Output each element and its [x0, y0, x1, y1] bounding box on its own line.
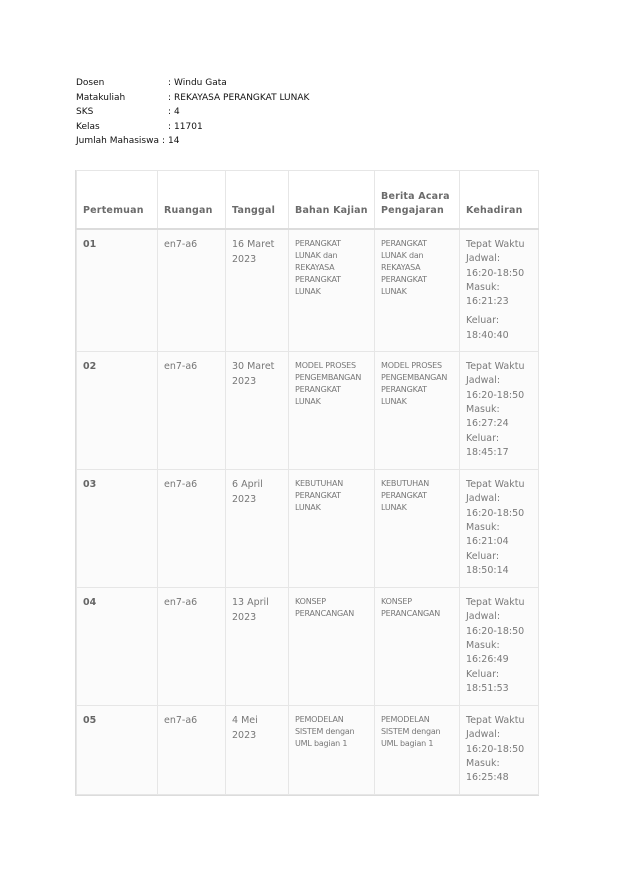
header-berita-acara: Berita Acara Pengajaran [375, 171, 460, 230]
info-value: 11701 [174, 121, 203, 132]
info-label: Matakuliah [76, 92, 126, 103]
header-ruangan: Ruangan [158, 171, 226, 230]
table-row [77, 229, 539, 352]
cell-ruangan: en7-a6 [158, 706, 226, 794]
cell-tanggal: 6 April 2023 [226, 470, 289, 588]
attendance-masuk: Masuk: 16:26:49 [466, 639, 509, 666]
attendance-masuk: Masuk: 16:25:48 [466, 757, 509, 784]
attendance-masuk: Masuk: 16:27:24 [466, 403, 509, 430]
cell-berita-acara: KONSEP PERANCANGAN [375, 588, 460, 706]
cell-ruangan: en7-a6 [158, 588, 226, 706]
cell-ruangan: en7-a6 [158, 229, 226, 352]
cell-pertemuan: 05 [77, 706, 158, 794]
info-separator: : [168, 107, 172, 117]
attendance-masuk: Masuk: 16:21:04 [466, 521, 509, 548]
info-value: REKAYASA PERANGKAT LUNAK [174, 92, 310, 103]
course-info [76, 76, 309, 149]
info-separator: : [161, 136, 166, 146]
cell-berita-acara: KEBUTUHAN PERANGKAT LUNAK [375, 470, 460, 588]
cell-pertemuan: 04 [77, 588, 158, 706]
attendance-status: Tepat Waktu [466, 597, 525, 609]
attendance-keluar: Keluar: 18:50:14 [466, 550, 509, 576]
info-value: 14 [168, 136, 180, 146]
attendance-status: Tepat Waktu [466, 479, 525, 491]
info-label: Jumlah Mahasiswa [76, 136, 159, 146]
info-row-dosen [76, 76, 309, 91]
attendance-jadwal: Jadwal: 16:20-18:50 [466, 611, 525, 637]
cell-kehadiran [460, 588, 539, 706]
cell-berita-acara: PERANGKAT LUNAK dan REKAYASA PERANGKAT LUNAK [375, 229, 460, 352]
cell-pertemuan: 01 [77, 229, 158, 352]
table-row [77, 470, 539, 588]
cell-bahan-kajian: PERANGKAT LUNAK dan REKAYASA PERANGKAT LUNAK [289, 229, 375, 352]
attendance-keluar: Keluar: 18:40:40 [466, 315, 509, 341]
cell-bahan-kajian: KEBUTUHAN PERANGKAT LUNAK [289, 470, 375, 588]
cell-pertemuan: 02 [77, 352, 158, 470]
attendance-status: Tepat Waktu [466, 239, 525, 250]
attendance-masuk: Masuk: 16:21:23 [466, 281, 509, 308]
cell-bahan-kajian: MODEL PROSES PENGEMBANGAN PERANGKAT LUNAK [289, 352, 375, 470]
header-tanggal: Tanggal [226, 171, 289, 230]
table-row [77, 588, 539, 706]
attendance-jadwal: Jadwal: 16:20-18:50 [466, 253, 525, 279]
info-row-jumlah-mahasiswa [76, 134, 309, 149]
attendance-table-container [75, 170, 539, 796]
attendance-jadwal: Jadwal: 16:20-18:50 [466, 493, 525, 519]
cell-tanggal: 4 Mei 2023 [226, 706, 289, 794]
attendance-jadwal: Jadwal: 16:20-18:50 [466, 729, 525, 755]
cell-kehadiran [460, 470, 539, 588]
cell-kehadiran [460, 352, 539, 470]
attendance-status: Tepat Waktu [466, 361, 525, 373]
info-row-sks [76, 105, 309, 120]
info-separator: : [168, 92, 172, 103]
cell-ruangan: en7-a6 [158, 352, 226, 470]
cell-tanggal: 13 April 2023 [226, 588, 289, 706]
cell-tanggal: 16 Maret 2023 [226, 229, 289, 352]
attendance-table [76, 170, 539, 795]
cell-bahan-kajian: KONSEP PERANCANGAN [289, 588, 375, 706]
cell-berita-acara: PEMODELAN SISTEM dengan UML bagian 1 [375, 706, 460, 794]
table-header-row [77, 171, 539, 230]
info-value: 4 [174, 107, 180, 117]
table-row [77, 352, 539, 470]
info-value: Windu Gata [174, 78, 227, 88]
info-row-matakuliah [76, 91, 309, 106]
cell-berita-acara: MODEL PROSES PENGEMBANGAN PERANGKAT LUNAK [375, 352, 460, 470]
info-separator: : [168, 78, 172, 88]
header-pertemuan: Pertemuan [77, 171, 158, 230]
attendance-jadwal: Jadwal: 16:20-18:50 [466, 375, 525, 401]
attendance-keluar: Keluar: 18:45:17 [466, 432, 509, 458]
cell-kehadiran [460, 229, 539, 352]
cell-pertemuan: 03 [77, 470, 158, 588]
info-label: Dosen [76, 78, 105, 88]
header-bahan-kajian: Bahan Kajian [289, 171, 375, 230]
attendance-keluar: Keluar: 18:51:53 [466, 668, 509, 694]
cell-bahan-kajian: PEMODELAN SISTEM dengan UML bagian 1 [289, 706, 375, 794]
info-row-kelas [76, 120, 309, 135]
cell-kehadiran [460, 706, 539, 794]
table-row [77, 706, 539, 794]
info-label: Kelas [76, 121, 100, 132]
cell-tanggal: 30 Maret 2023 [226, 352, 289, 470]
header-kehadiran: Kehadiran [460, 171, 539, 230]
info-label: SKS [76, 107, 94, 117]
attendance-status: Tepat Waktu [466, 715, 525, 727]
cell-ruangan: en7-a6 [158, 470, 226, 588]
info-separator: : [168, 121, 172, 132]
